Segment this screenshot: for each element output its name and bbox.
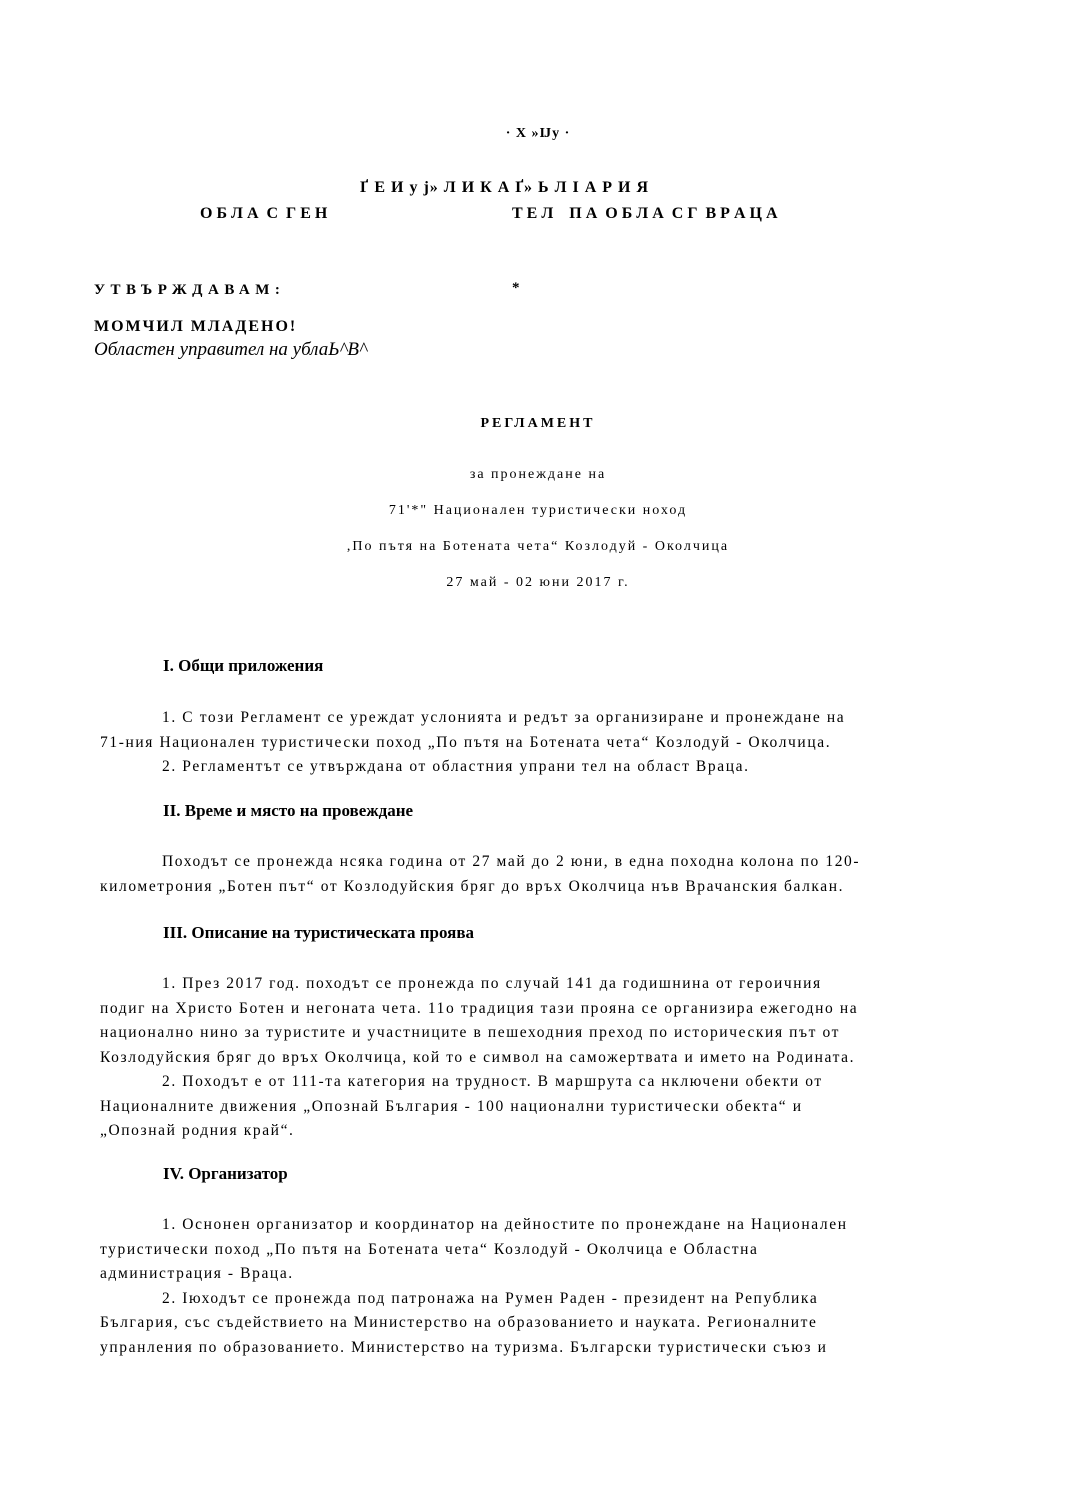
section-heading-3: III. Описание на туристическата проява: [163, 923, 475, 942]
section-1-body: [100, 706, 966, 780]
governor-line-left: О Б Л А С Г Е Н: [200, 205, 328, 222]
title-line-1: за пронеждане на: [469, 467, 607, 482]
section-1-p1-line-2: 71-ния Национален туристически поход „По пътя на Ботената чета“ Козлодуй - Околчица.: [100, 733, 832, 751]
section-2-p1-line-1: Походът се пронежда нсяка година от 27 май до 2 юни, в една походна колона по 120-: [162, 853, 861, 870]
section-3-p1-line-3: национално нино за туристите и участниците в пешеходния преход по историческия път от: [100, 1024, 841, 1041]
title-line-2: 71'*" Национален туристически ноход: [388, 503, 688, 518]
section-3-p2-line-3: „Опознай родния край“.: [100, 1122, 295, 1139]
approver-name: МОМЧИЛ МЛАДЕНО!: [94, 318, 298, 335]
title-line-3: ,По пътя на Ботената чета“ Козлодуй - Околчица: [346, 539, 730, 554]
document-title: РЕГЛАМЕНТ: [480, 416, 596, 431]
section-4-body: [100, 1213, 966, 1360]
emblem-mark: · X »Ĳу ·: [505, 126, 571, 141]
section-3-p2-line-2: Националните движения „Опознай България - 100 национални туристически обекта“ и: [100, 1097, 803, 1115]
approver-position: Областен управител на ублаЬ^В^: [94, 339, 368, 360]
republic-line: Ґ Е И у j» Л И К А Ґ» Ь Л І А Р И Я: [360, 179, 650, 196]
section-3-body: [100, 972, 966, 1144]
section-4-p1-line-1: 1. Оснонен организатор и координатор на дейностите по пронеждане на Национален: [162, 1216, 848, 1233]
approval-label: УТВЪРЖДАВАМ:: [94, 282, 286, 298]
section-3-p1-line-2: подиг на Христо Ботен и негоната чета. 11о традиция тази прояна се организира ежегодно на: [100, 999, 859, 1017]
approval-asterisk: *: [512, 280, 520, 296]
section-4-p1-line-3: администрация - Враца.: [100, 1265, 294, 1282]
title-line-4: 27 май - 02 юни 2017 г.: [446, 575, 630, 590]
section-heading-4: IV. Организатор: [163, 1164, 288, 1183]
governor-line-right: Т Е Л П А О Б Л А С Г В Р А Ц А: [512, 205, 778, 222]
section-heading-1: I. Общи приложения: [163, 656, 324, 675]
section-4-p2-line-2: България, със съдействието на Министерство на образованието и науката. Регионалните: [100, 1314, 818, 1331]
section-1-p2: 2. Регламентът се утвърждана от областния упрани тел на област Враца.: [162, 758, 750, 775]
section-3-p2-line-1: 2. Походът е от 111-та категория на трудност. В маршрута са нключени обекти от: [162, 1073, 823, 1090]
section-4-p1-line-2: туристически поход „По пътя на Ботената чета“ Козлодуй - Околчица е Областна: [100, 1240, 759, 1258]
section-2-body: [100, 850, 966, 899]
section-3-p1-line-4: Козлодуйския бряг до връх Околчица, кой то е символ на саможертвата и името на Родината.: [100, 1048, 856, 1066]
section-heading-2: II. Време и място на провеждане: [163, 801, 414, 820]
section-4-p2-line-3: упранления по образованието. Министерство на туризма. Български туристически съюз и: [100, 1338, 828, 1356]
section-2-p1-line-2: километрония „Ботен път“ от Козлодуйския бряг до връх Околчица нъв Врачанския балкан.: [100, 877, 845, 895]
section-4-p2-line-1: 2. Iюходът се пронежда под патронажа на Румен Раден - президент на Република: [162, 1289, 819, 1307]
section-3-p1-line-1: 1. През 2017 год. походът се пронежда по случай 141 да годишнина от героичния: [162, 975, 822, 992]
section-1-p1-line-1: 1. С този Регламент се уреждат услонията и редът за организиране и пронеждане на: [162, 709, 846, 726]
